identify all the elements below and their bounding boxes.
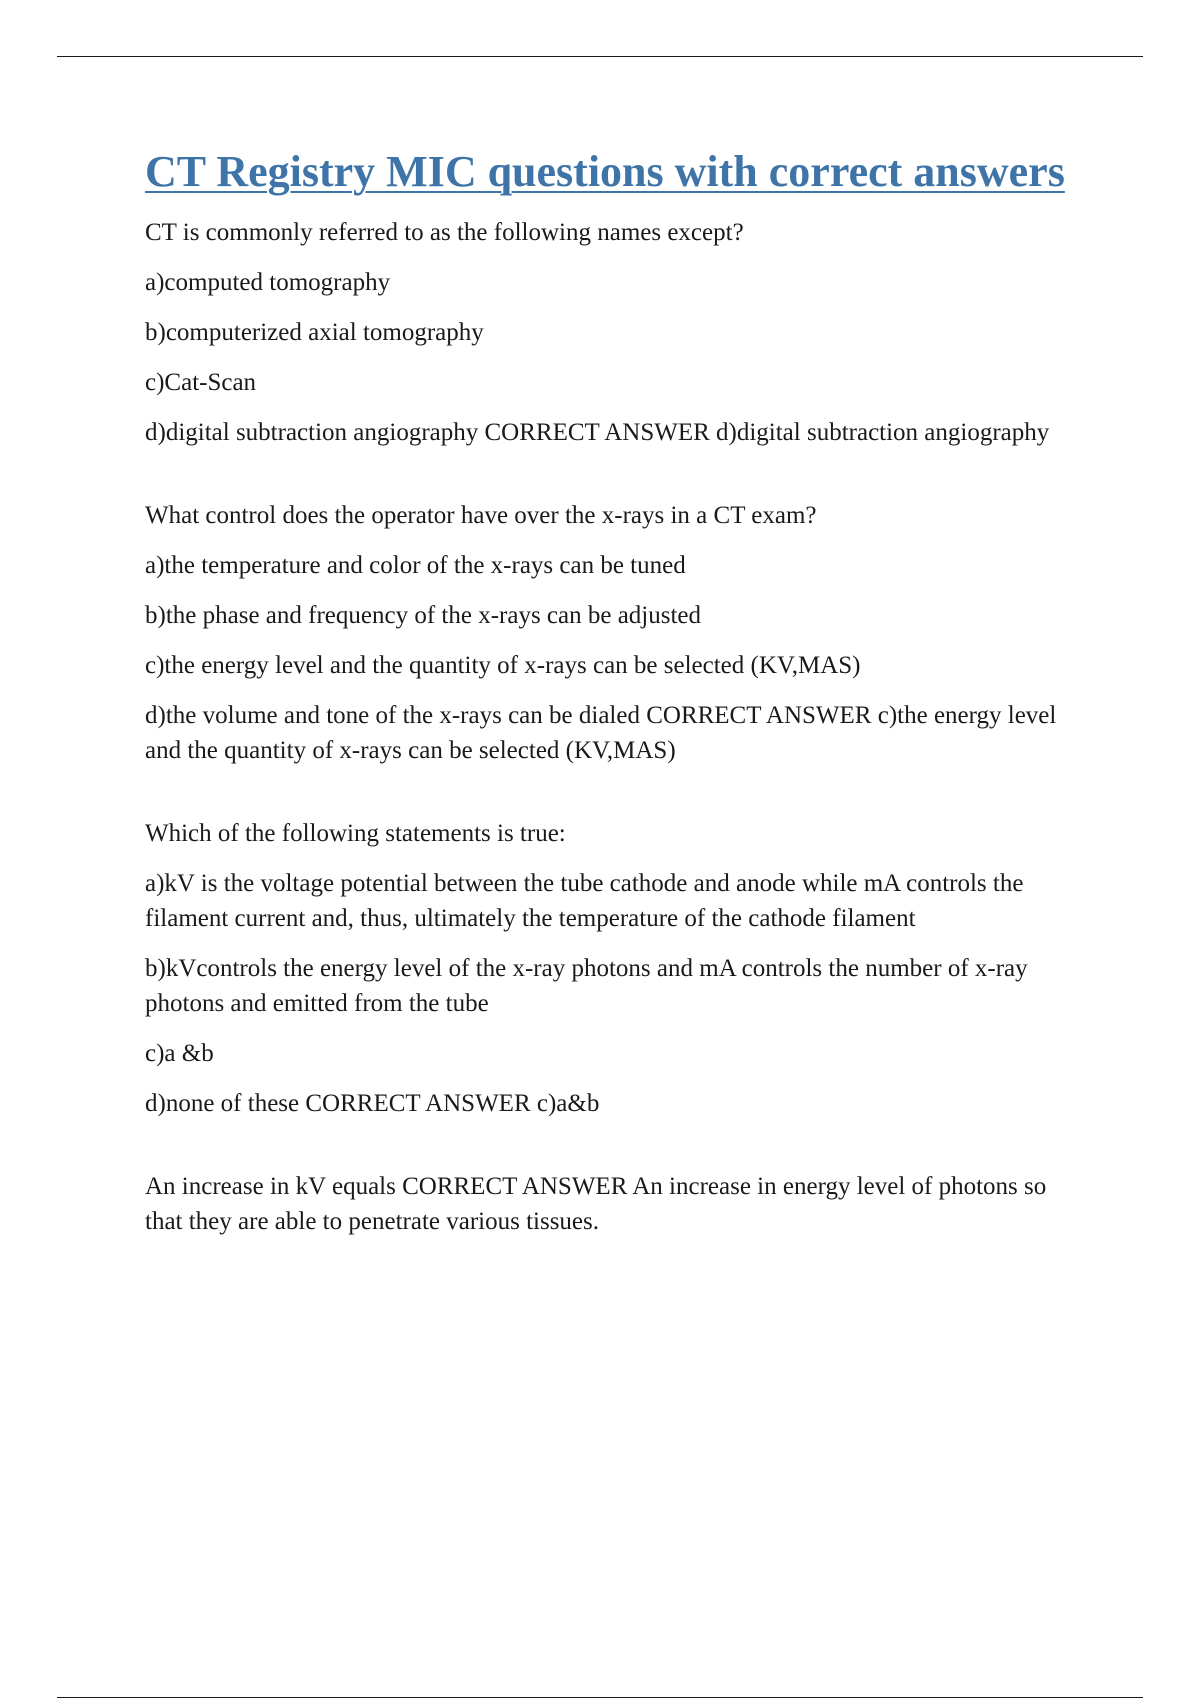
question-3 [145, 816, 1085, 1121]
answer-option-c: c)a &b [145, 1040, 214, 1067]
answer-option-d: d)none of these CORRECT ANSWER c)a&b [145, 1090, 600, 1117]
answer-option-a: a)kV is the voltage potential between the tube cathode and anode while mA controls the filament current and, thus, ultimately the temperature of the cathode filament [145, 870, 1024, 932]
page-title: CT Registry MIC questions with correct answers [145, 147, 1065, 196]
answer-option-c: c)the energy level and the quantity of x-rays can be selected (KV,MAS) [145, 652, 861, 679]
top-rule [57, 56, 1143, 57]
answer-option-c: c)Cat-Scan [145, 369, 257, 396]
answer-option-d: d)the volume and tone of the x-rays can be dialed CORRECT ANSWER c)the energy level and the quantity of x-rays can be selected (KV,MAS) [145, 702, 1057, 764]
answer-option-d: d)digital subtraction angiography CORRECT ANSWER d)digital subtraction angiography [145, 419, 1050, 446]
question-1 [145, 215, 1085, 450]
answer-option-b: b)kVcontrols the energy level of the x-ray photons and mA controls the number of x-ray photons and emitted from the tube [145, 955, 1028, 1017]
question-prompt: Which of the following statements is true: [145, 820, 566, 847]
answer-option-a: a)the temperature and color of the x-rays can be tuned [145, 552, 686, 579]
question-prompt: CT is commonly referred to as the following names except? [145, 219, 744, 246]
bottom-rule [57, 1697, 1143, 1698]
question-prompt: An increase in kV equals CORRECT ANSWER An increase in energy level of photons so that they are able to penetrate various tissues. [145, 1173, 1047, 1235]
answer-option-b: b)computerized axial tomography [145, 319, 484, 346]
question-list [145, 215, 1085, 1287]
question-4 [145, 1169, 1085, 1239]
answer-option-b: b)the phase and frequency of the x-rays can be adjusted [145, 602, 702, 629]
answer-option-a: a)computed tomography [145, 269, 391, 296]
question-2 [145, 498, 1085, 768]
question-prompt: What control does the operator have over the x-rays in a CT exam? [145, 502, 817, 529]
